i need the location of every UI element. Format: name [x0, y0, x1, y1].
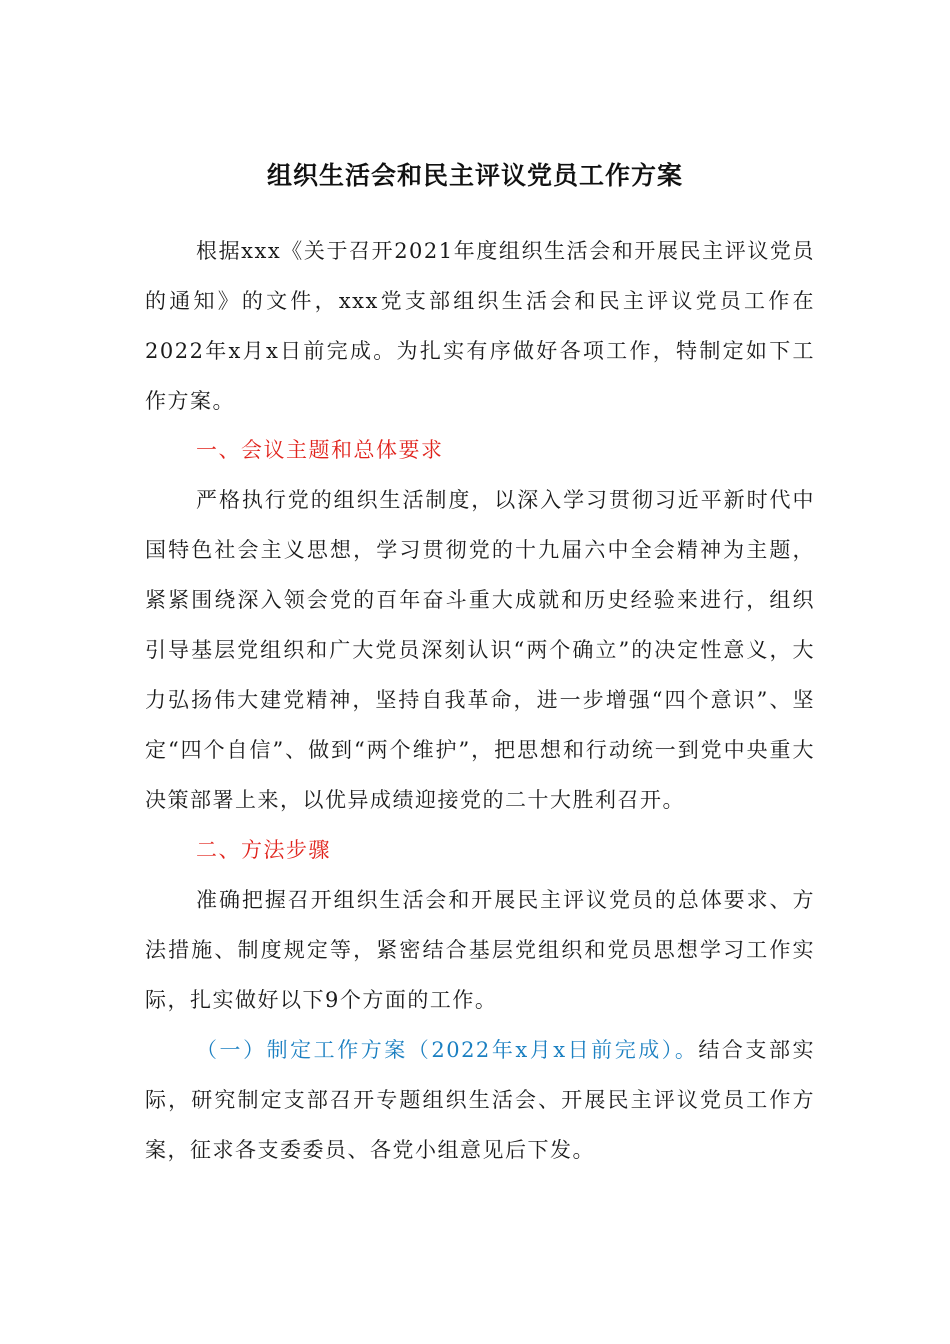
item-1-paragraph — [145, 1025, 815, 1175]
item-1-body: 结合支部实际，研究制定支部召开专题组织生活会、开展民主评议党员工作方案，征求各支委委员、各党小组意见后下发。 — [145, 1038, 815, 1162]
section-1-heading: 一、会议主题和总体要求 — [196, 438, 444, 462]
section-2-heading: 二、方法步骤 — [196, 838, 331, 862]
item-1-heading: （一）制定工作方案（2022年x月x日前完成）。 — [196, 1038, 699, 1062]
intro-paragraph: 根据xxx《关于召开2021年度组织生活会和开展民主评议党员的通知》的文件，xxx党支部组织生活会和民主评议党员工作在2022年x月x日前完成。为扎实有序做好各项工作，特制定如下工作方案。 — [145, 239, 815, 413]
section-2-paragraph: 准确把握召开组织生活会和开展民主评议党员的总体要求、方法措施、制度规定等，紧密结合基层党组织和党员思想学习工作实际，扎实做好以下9个方面的工作。 — [145, 888, 815, 1012]
document-title: 组织生活会和民主评议党员工作方案 — [266, 161, 683, 190]
section-1-paragraph: 严格执行党的组织生活制度，以深入学习贯彻习近平新时代中国特色社会主义思想，学习贯彻党的十九届六中全会精神为主题，紧紧围绕深入领会党的百年奋斗重大成就和历史经验来进行，组织引导基层党组织和广大党员深刻认识“两个确立”的决定性意义，大力弘扬伟大建党精神，坚持自我革命，进一步增强“四个意识”、坚定“四个自信”、做到“两个维护”，把思想和行动统一到党中央重大决策部署上来，以优异成绩迎接党的二十大胜利召开。 — [145, 488, 815, 812]
